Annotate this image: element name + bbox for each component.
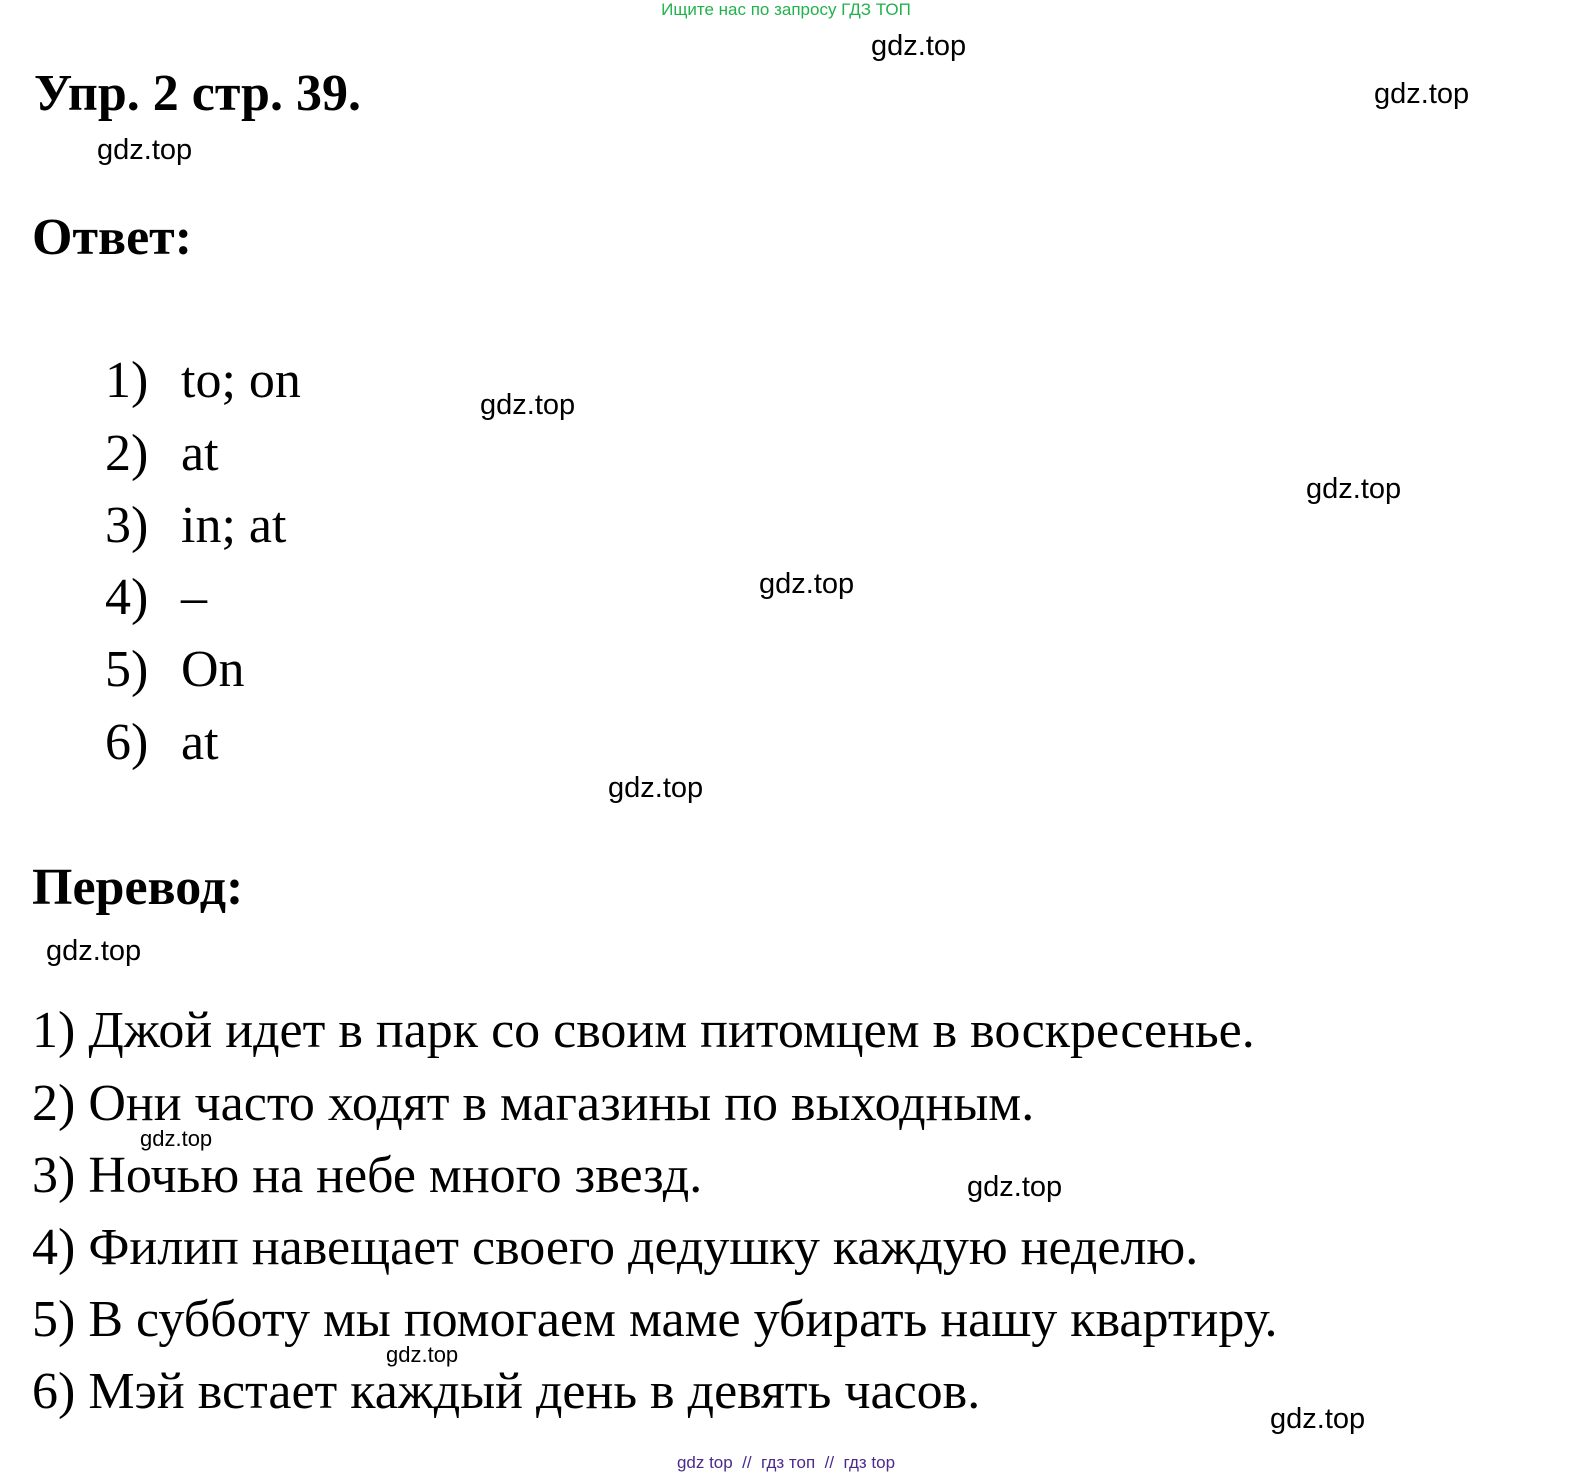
watermark: gdz.top: [759, 568, 855, 600]
answer-number: 2): [105, 425, 149, 482]
answer-text: On: [181, 641, 245, 698]
watermark: gdz.top: [140, 1126, 213, 1151]
answer-item: [105, 497, 287, 554]
watermark: gdz.top: [1374, 78, 1470, 110]
answer-heading: Ответ:: [32, 209, 193, 266]
footer-links: gdz top // гдз топ // гдз top: [676, 1453, 896, 1472]
translation-item: 5) В субботу мы помогаем маме убирать нашу квартиру.: [32, 1291, 1278, 1348]
answer-text: –: [181, 569, 207, 626]
translation-heading: Перевод:: [32, 859, 244, 916]
answer-number: 5): [105, 641, 149, 698]
watermark: gdz.top: [97, 134, 193, 166]
translation-item: 4) Филип навещает своего дедушку каждую неделю.: [32, 1219, 1199, 1276]
watermark: gdz.top: [967, 1171, 1063, 1203]
watermark: gdz.top: [1270, 1403, 1366, 1435]
watermark: gdz.top: [871, 30, 967, 62]
watermark: gdz.top: [608, 772, 704, 804]
translation-item: 3) Ночью на небе много звезд.: [32, 1147, 703, 1204]
translation-item: 2) Они часто ходят в магазины по выходным.: [32, 1075, 1035, 1132]
answer-text: to; on: [181, 352, 301, 409]
answer-item: [105, 714, 219, 771]
answer-item: [105, 425, 219, 482]
top-banner: Ищите нас по запросу ГДЗ ТОП: [661, 0, 911, 19]
translation-item: 1) Джой идет в парк со своим питомцем в воскресенье.: [32, 1002, 1255, 1059]
answer-item: [105, 569, 207, 626]
answer-text: at: [181, 425, 219, 482]
answer-number: 1): [105, 352, 149, 409]
answer-item: [105, 352, 301, 409]
watermark: gdz.top: [1306, 473, 1402, 505]
answer-text: in; at: [181, 497, 287, 554]
translation-item: 6) Мэй встает каждый день в девять часов.: [32, 1363, 981, 1420]
answer-number: 4): [105, 569, 149, 626]
answer-item: [105, 641, 245, 698]
answer-number: 3): [105, 497, 149, 554]
answer-number: 6): [105, 714, 149, 771]
exercise-title: Упр. 2 стр. 39.: [34, 65, 361, 122]
watermark: gdz.top: [386, 1342, 459, 1367]
watermark: gdz.top: [46, 935, 142, 967]
answer-text: at: [181, 714, 219, 771]
watermark: gdz.top: [480, 389, 576, 421]
